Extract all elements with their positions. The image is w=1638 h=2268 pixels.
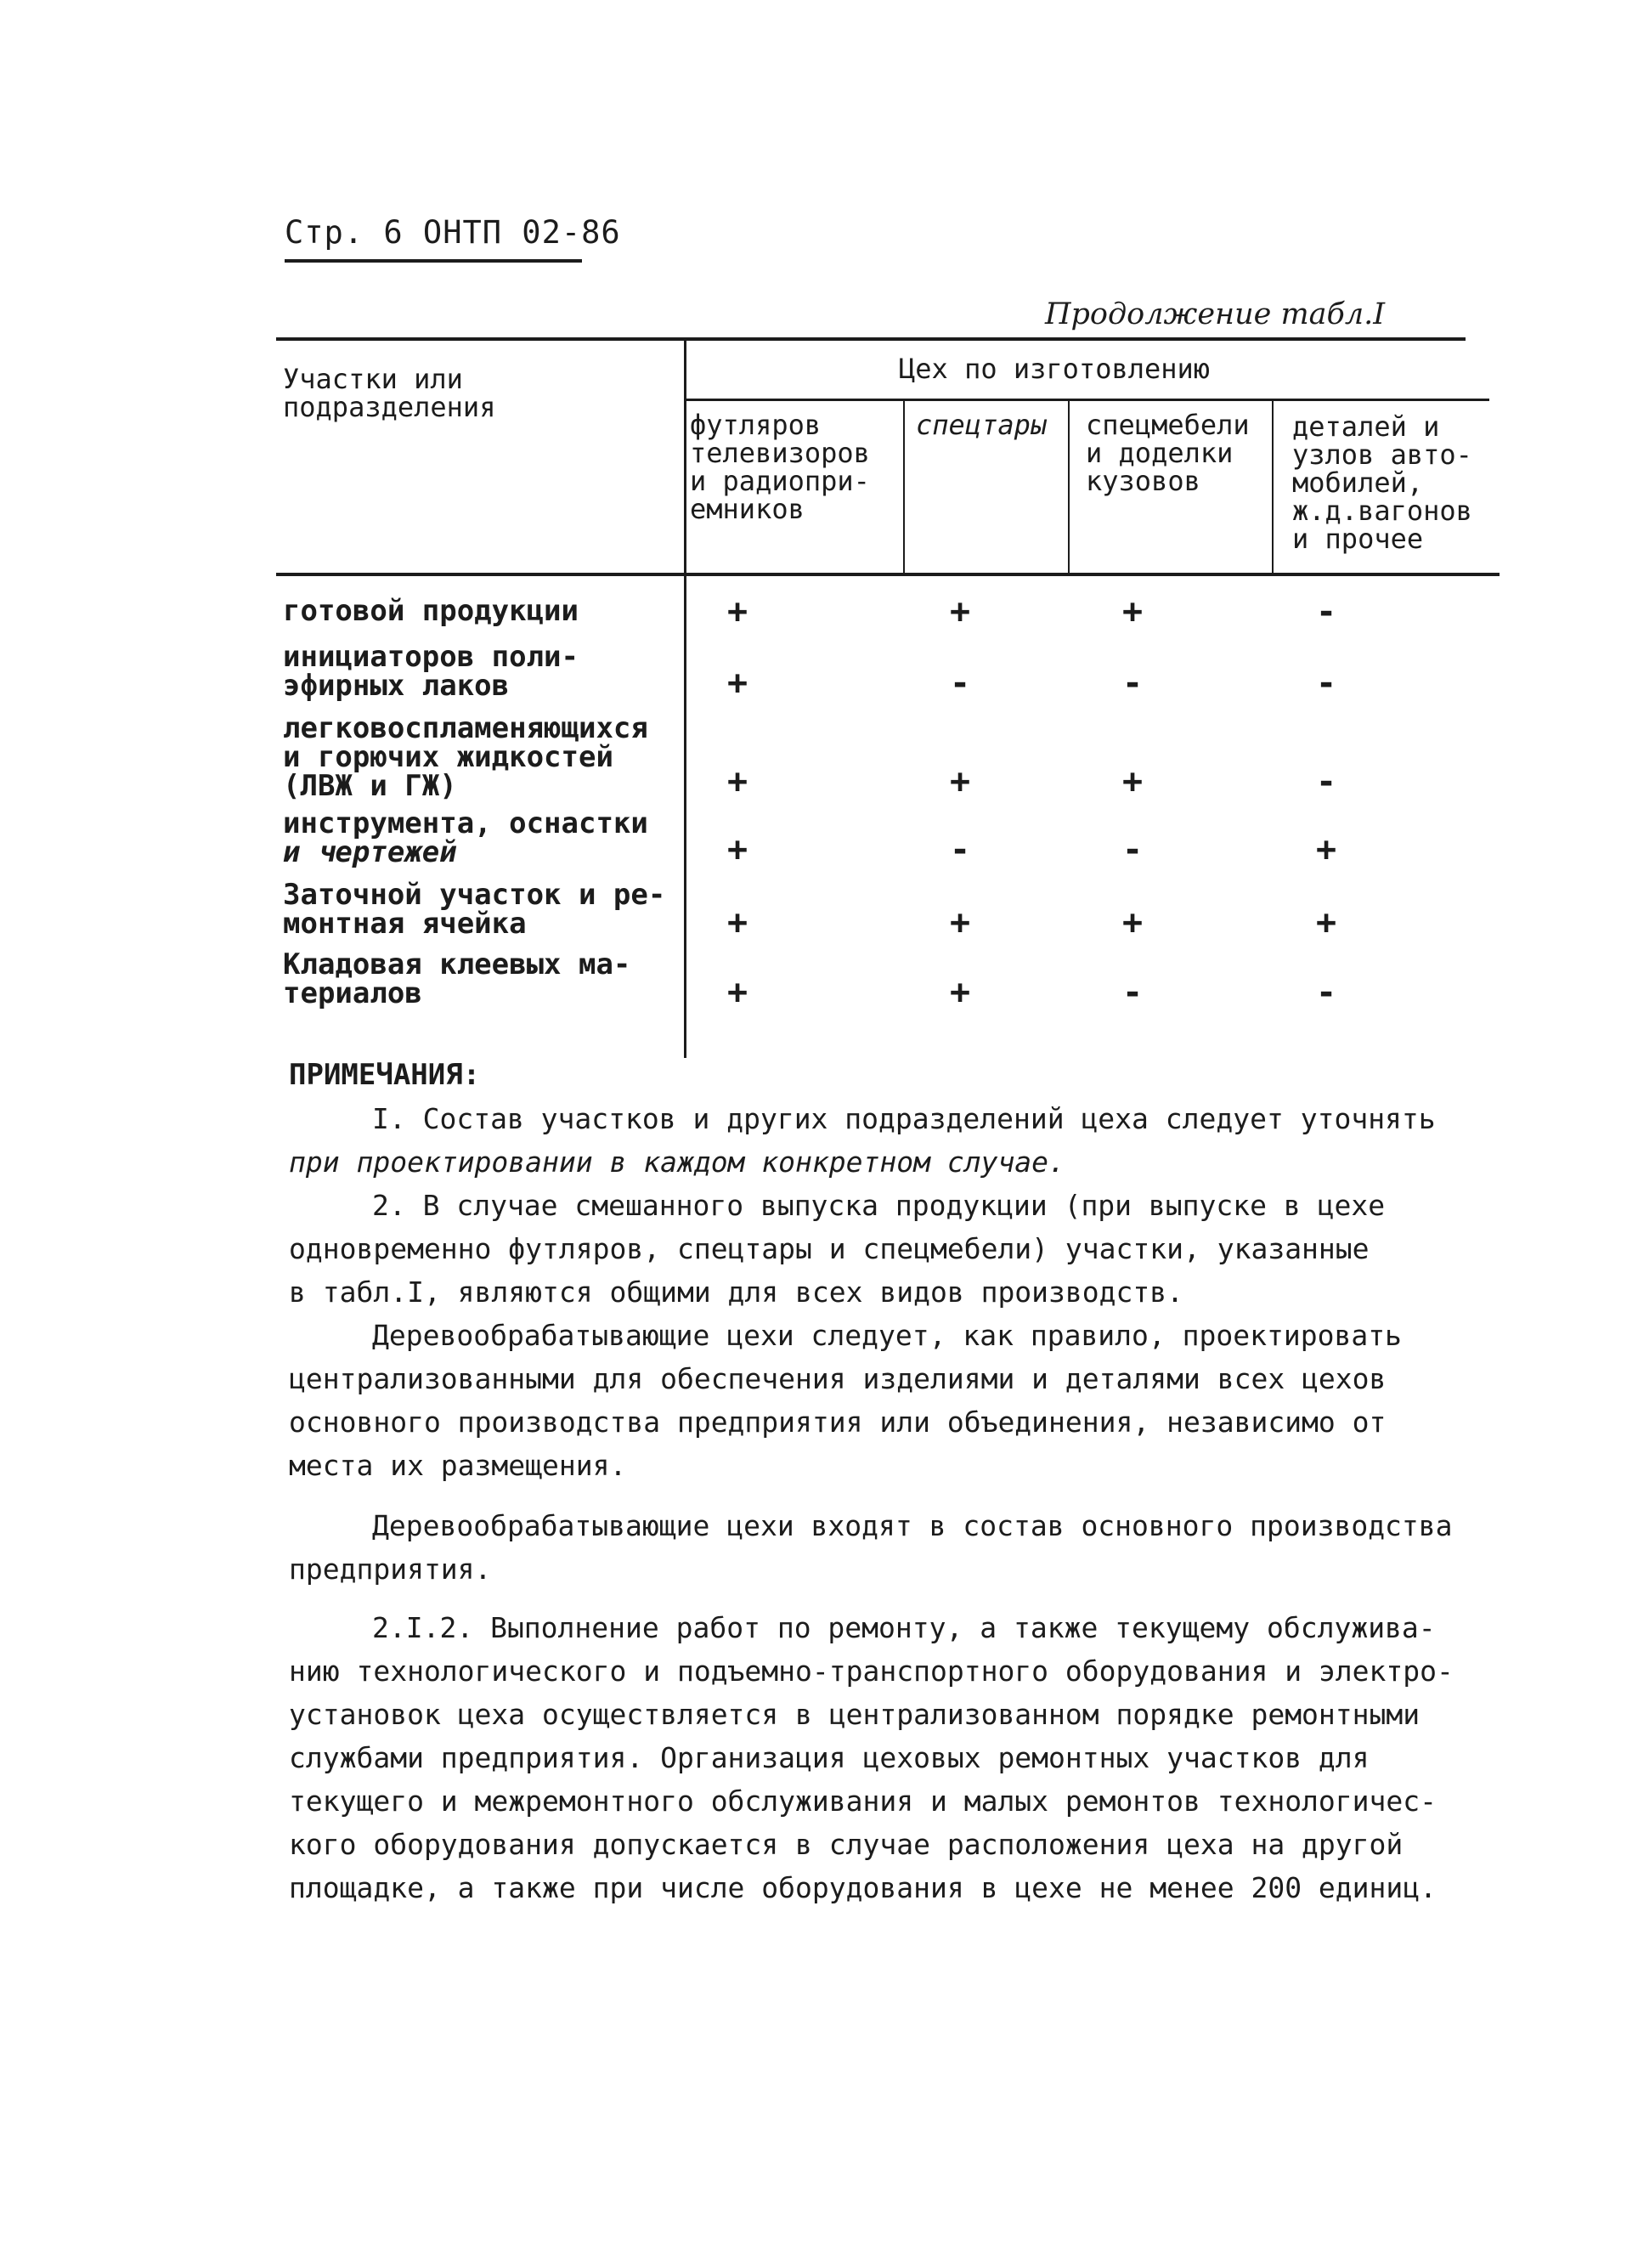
column-header-cases: футляров телевизоров и радиопри- емников: [690, 409, 870, 525]
table-cell-mark: +: [726, 973, 748, 1012]
table-cell-mark: +: [1121, 592, 1144, 631]
table-cell-mark: -: [1315, 973, 1337, 1012]
table-cell-mark: +: [1121, 762, 1144, 801]
header-bottom-rule: [276, 573, 1500, 576]
table-cell-mark: +: [949, 903, 971, 942]
row-label: готовой продукции: [283, 594, 579, 628]
table-cell-mark: -: [949, 664, 971, 703]
table-cell-mark: +: [1315, 903, 1337, 942]
column-divider-3: [1068, 400, 1070, 574]
table-cell-mark: +: [726, 830, 748, 869]
table-top-rule: [276, 337, 1466, 341]
group-header: Цех по изготовлению: [899, 353, 1211, 385]
note-3-line: основного производства предприятия или объединения, независимо от: [289, 1405, 1387, 1439]
page-reference: Стр. 6 ОНТП 02-86: [285, 214, 621, 251]
row-label: инструмента, оснастки и чертежей: [283, 806, 648, 869]
column-header-parts: деталей и узлов авто- мобилей, ж.д.вагонов и прочее: [1292, 410, 1472, 555]
table-cell-mark: -: [1121, 664, 1144, 703]
notes-section: [289, 1054, 1512, 1487]
note-3-line: централизованными для обеспечения изделиями и деталями всех цехов: [289, 1362, 1387, 1395]
note-2-line: в табл.I, являются общими для всех видов производств.: [289, 1275, 1183, 1309]
table-cell-mark: -: [949, 830, 971, 869]
table-cell-mark: +: [726, 903, 748, 942]
table-cell-mark: -: [1315, 762, 1337, 801]
row-label: инициаторов поли- эфирных лаков: [283, 640, 579, 703]
table-cell-mark: +: [949, 973, 971, 1012]
row-label: Заточной участок и ре- монтная ячейка: [283, 878, 666, 941]
table-cell-mark: +: [949, 762, 971, 801]
group-header-rule: [684, 399, 1489, 401]
column-divider-1: [684, 340, 686, 1058]
column-header-containers: спецтары: [916, 409, 1048, 441]
table-cell-mark: +: [726, 664, 748, 703]
note-3-line: места их размещения.: [289, 1449, 627, 1482]
table-cell-mark: +: [726, 762, 748, 801]
table-cell-mark: -: [1121, 973, 1144, 1012]
note-2-line: одновременно футляров, спецтары и спецмебели) участки, указанные: [289, 1232, 1370, 1265]
table-cell-mark: +: [1121, 903, 1144, 942]
notes-title: ПРИМЕЧАНИЯ:: [289, 1058, 481, 1092]
note-1-first-line: I. Состав участков и других подразделений цеха следует уточнять: [372, 1102, 1436, 1135]
table-cell-mark: -: [1315, 664, 1337, 703]
note-2-first-line: 2. В случае смешанного выпуска продукции (при выпуске в цехе: [372, 1189, 1386, 1222]
table-cell-mark: -: [1315, 592, 1337, 631]
body-paragraph-1: Деревообрабатывающие цехи входят в состав основного производства предприятия.: [289, 1509, 1453, 1586]
row-label: Кладовая клеевых ма- териалов: [283, 947, 631, 1010]
column-divider-2: [903, 400, 905, 574]
body-paragraph-2: 2.I.2. Выполнение работ по ремонту, а также текущему обслужива- нию технологического и подъемно-транспортного оборудования и электро- установок цеха осуществляется в централизованном порядке ремонтными службами предприятия. Организация цеховых ремонтных участков для текущего и межремонтного обслуживания и малых ремонтов технологичес- кого оборудования допускается в случае расположения цеха на другой площадке, а также при числе оборудования в цехе не менее 200 единиц.: [289, 1611, 1454, 1904]
note-1-line: при проектировании в каждом конкретном случае.: [289, 1145, 1065, 1179]
table-cell-mark: +: [949, 592, 971, 631]
stub-header: Участки или подразделения: [283, 363, 496, 423]
table-cell-mark: -: [1121, 830, 1144, 869]
column-header-furniture: спецмебели и доделки кузовов: [1086, 409, 1250, 497]
column-divider-4: [1272, 400, 1274, 574]
row-label: легковоспламеняющихся и горючих жидкостей (ЛВЖ и ГЖ): [283, 711, 648, 803]
header-underline: [285, 259, 582, 263]
table-continuation-label: Продолжение табл.I: [1045, 297, 1386, 331]
table-cell-mark: +: [1315, 830, 1337, 869]
note-3-first-line: Деревообрабатывающие цехи следует, как правило, проектировать: [372, 1319, 1402, 1352]
table-cell-mark: +: [726, 592, 748, 631]
